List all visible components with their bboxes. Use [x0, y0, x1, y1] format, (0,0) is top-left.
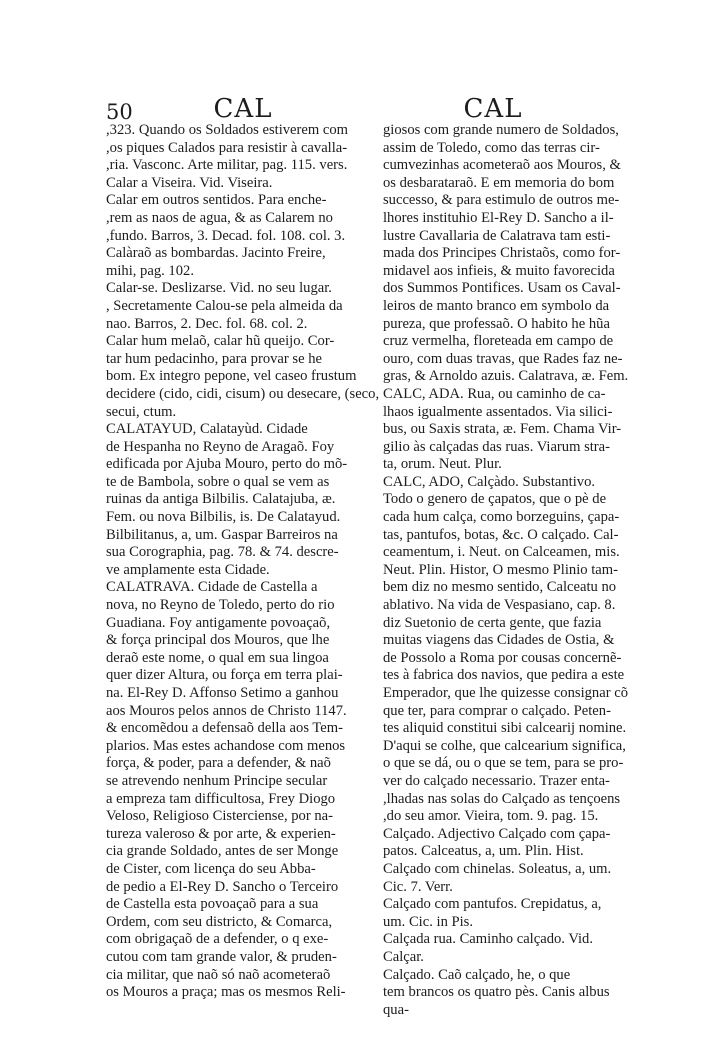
text-line: plarios. Mas estes achandose com menos	[106, 737, 346, 754]
text-line: de pedio a El-Rey D. Sancho o Terceiro	[106, 878, 339, 895]
running-head-right: CAL	[463, 94, 523, 124]
text-line: de Castella esta povoaçaõ para a sua	[106, 896, 319, 913]
text-line: Calar em outros sentidos. Para enche-	[106, 192, 327, 209]
text-line: deraõ este nome, o qual em sua lingoa	[106, 649, 329, 666]
text-line: com obrigaçaõ de a defender, o q exe-	[106, 931, 329, 948]
text-line: Calar a Viseira. Vid. Viseira.	[106, 174, 273, 191]
text-line: ,323. Quando os Soldados estiverem com	[106, 122, 348, 138]
text-line: tureza valeroso & por arte, & experien-	[106, 825, 336, 842]
text-line: giosos com grande numero de Soldados,	[383, 122, 619, 138]
text-line: Emperador, que lhe quizesse consignar cõ	[383, 685, 628, 701]
text-line: cumvezinhas acometeraõ aos Mouros, &	[383, 157, 621, 174]
text-line: qua-	[383, 1001, 409, 1018]
text-line: o que se dá, ou o que se tem, para se pro-	[383, 755, 624, 772]
running-head-left: CAL	[213, 94, 273, 124]
text-line: tas, pantufos, botas, &c. O calçado. Cal-	[383, 526, 619, 543]
text-line: nova, no Reyno de Toledo, perto do rio	[106, 597, 335, 614]
text-line: que ter, para comprar o calçado. Peten-	[383, 702, 611, 719]
text-line: Guadiana. Foy antigamente povoaçaõ,	[106, 614, 331, 631]
text-line: CALC, ADO, Calçàdo. Substantivo.	[383, 473, 596, 490]
text-line: Bilbilitanus, a, um. Gaspar Barreiros na	[106, 526, 338, 543]
text-line: gilio às calçadas das ruas. Viarum stra-	[383, 438, 611, 455]
text-line: bom. Ex integro pepone, vel caseo frustum	[106, 368, 357, 385]
text-line: lustre Cavallaria de Calatrava tam esti-	[383, 227, 611, 244]
text-line: quer dizer Altura, ou força em terra plai-	[106, 667, 343, 684]
text-line: os Mouros a praça; mas os mesmos Reli-	[106, 984, 346, 1001]
text-line: um. Cic. in Pis.	[383, 913, 474, 930]
text-line: a empreza tam difficultosa, Frey Diogo	[106, 790, 336, 807]
text-line: os desbarataraõ. E em memoria do bom	[383, 174, 615, 191]
text-line: de Hespanha no Reyno de Aragaõ. Foy	[106, 438, 335, 455]
text-line: gras, & Arnoldo azuis. Calatrava, æ. Fem.	[383, 368, 629, 385]
text-line: diz Suetonio de certa gente, que fazia	[383, 614, 602, 631]
text-line: bus, ou Saxis strata, æ. Fem. Chama Vir-	[383, 421, 622, 438]
text-line: na. El-Rey D. Affonso Setimo a ganhou	[106, 685, 339, 701]
text-line: ve amplamente esta Cidade.	[106, 561, 270, 578]
right-column	[383, 122, 653, 1019]
text-line: decidere (cido, cidi, cisum) ou desecare, (seco,	[106, 385, 380, 402]
text-line: tar hum pedacinho, para provar se he	[106, 350, 322, 367]
text-line: aos Mouros pelos annos de Christo 1147.	[106, 702, 347, 719]
text-line: mada dos Principes Christaõs, como for-	[383, 245, 621, 262]
text-line: Neut. Plin. Histor, O mesmo Plinio tam-	[383, 561, 618, 578]
text-line: Cic. 7. Verr.	[383, 878, 453, 895]
text-line: Calar-se. Deslizarse. Vid. no seu lugar.	[106, 280, 332, 297]
text-line: sua Corographia, pag. 78. & 74. descre-	[106, 544, 339, 561]
text-line: Calçar.	[383, 948, 424, 965]
text-line: Calàraõ as bombardas. Jacinto Freire,	[106, 245, 326, 262]
text-line: nao. Barros, 2. Dec. fol. 68. col. 2.	[106, 315, 308, 332]
text-line: ablativo. Na vida de Vespasiano, cap. 8.	[383, 597, 616, 614]
text-line: CALC, ADA. Rua, ou caminho de ca-	[383, 385, 606, 402]
text-line: midavel aos infieis, & muito favorecida	[383, 262, 615, 279]
text-line: cia militar, que naõ só naõ acometeraõ	[106, 966, 331, 983]
text-line: ouro, com duas travas, que Rades faz ne-	[383, 350, 623, 367]
text-line: cada hum calça, como borzeguins, çapa-	[383, 509, 620, 526]
text-line: ,os piques Calados para resistir à cavalla-	[106, 139, 348, 156]
text-line: ,rem as naos de agua, & as Calarem no	[106, 209, 333, 226]
text-line: Calçado. Adjectivo Calçado com çapa-	[383, 825, 611, 842]
text-line: ,ria. Vasconc. Arte militar, pag. 115. vers.	[106, 157, 348, 174]
text-line: se atrevendo nenhum Principe secular	[106, 772, 328, 789]
text-line: leiros de manto branco em symbolo da	[383, 297, 610, 314]
text-line: cia grande Soldado, antes de ser Monge	[106, 843, 339, 860]
text-line: te de Bambola, sobre o qual se vem as	[106, 473, 330, 490]
text-line: CALATRAVA. Cidade de Castella a	[106, 579, 318, 596]
text-line: ,lhadas nas solas do Calçado as tençoens	[383, 790, 621, 807]
left-column	[106, 122, 380, 1002]
text-line: lhaos igualmente assentados. Via silici-	[383, 403, 613, 420]
text-line: ver do calçado necessario. Trazer enta-	[383, 772, 610, 789]
text-line: força, & poder, para a defender, & naõ	[106, 755, 331, 772]
text-line: Ordem, com seu districto, & Comarca,	[106, 913, 333, 930]
text-line: Calçado com pantufos. Crepidatus, a,	[383, 896, 602, 913]
text-line: , Secretamente Calou-se pela almeida da	[106, 297, 343, 314]
text-line: Fem. ou nova Bilbilis, is. De Calatayud.	[106, 509, 341, 526]
text-line: dos Summos Pontifices. Usam os Caval-	[383, 280, 621, 297]
text-line: Calçado com chinelas. Soleatus, a, um.	[383, 860, 612, 877]
text-line: muitas viagens das Cidades de Ostia, &	[383, 632, 615, 649]
text-line: tem brancos os quatro pès. Canis albus	[383, 984, 610, 1001]
text-line: CALATAYUD, Calatayùd. Cidade	[106, 421, 308, 438]
text-line: successo, & para estimulo de outros me-	[383, 192, 620, 209]
text-line: Calar hum melaõ, calar hũ queijo. Cor-	[106, 333, 335, 350]
text-line: mihi, pag. 102.	[106, 262, 194, 279]
page-number: 50	[106, 100, 133, 124]
text-line: Veloso, Religioso Cisterciense, por na-	[106, 808, 333, 825]
text-line: secui, ctum.	[106, 403, 177, 420]
text-line: tes aliquid constitui sibi calcearij nomine.	[383, 720, 627, 737]
text-line: D'aqui se colhe, que calcearium significa,	[383, 737, 626, 754]
text-line: ta, orum. Neut. Plur.	[383, 456, 502, 473]
text-line: cutou com tam grande valor, & pruden-	[106, 948, 337, 965]
text-line: assim de Toledo, como das terras cir-	[383, 139, 600, 156]
text-line: edificada por Ajuba Mouro, perto do mõ-	[106, 456, 348, 473]
text-line: tes à fabrica dos navios, que pedira a este	[383, 667, 625, 684]
text-line: ruinas da antiga Bilbilis. Calatajuba, æ.	[106, 491, 336, 508]
text-line: cruz vermelha, floreteada em campo de	[383, 333, 614, 350]
text-line: de Cister, com licença do seu Abba-	[106, 860, 316, 877]
text-line: & força principal dos Mouros, que lhe	[106, 632, 330, 649]
text-line: ceamentum, i. Neut. on Calceamen, mis.	[383, 544, 620, 561]
text-line: pureza, que professaõ. O habito he hũa	[383, 315, 610, 332]
text-line: de Possolo a Roma por cousas concernẽ-	[383, 649, 622, 666]
text-line: & encomẽdou a defensaõ della aos Tem-	[106, 720, 343, 737]
text-line: patos. Calceatus, a, um. Plin. Hist.	[383, 843, 584, 860]
text-line: Todo o genero de çapatos, que o pè de	[383, 491, 607, 508]
text-line: ,do seu amor. Vieira, tom. 9. pag. 15.	[383, 808, 599, 825]
text-line: ,fundo. Barros, 3. Decad. fol. 108. col. 3.	[106, 227, 346, 244]
text-line: bem diz no mesmo sentido, Calceatu no	[383, 579, 617, 596]
text-line: Calçada rua. Caminho calçado. Vid.	[383, 931, 593, 948]
text-line: lhores instituhio El-Rey D. Sancho a il-	[383, 209, 614, 226]
text-line: Calçado. Caõ calçado, he, o que	[383, 966, 571, 983]
